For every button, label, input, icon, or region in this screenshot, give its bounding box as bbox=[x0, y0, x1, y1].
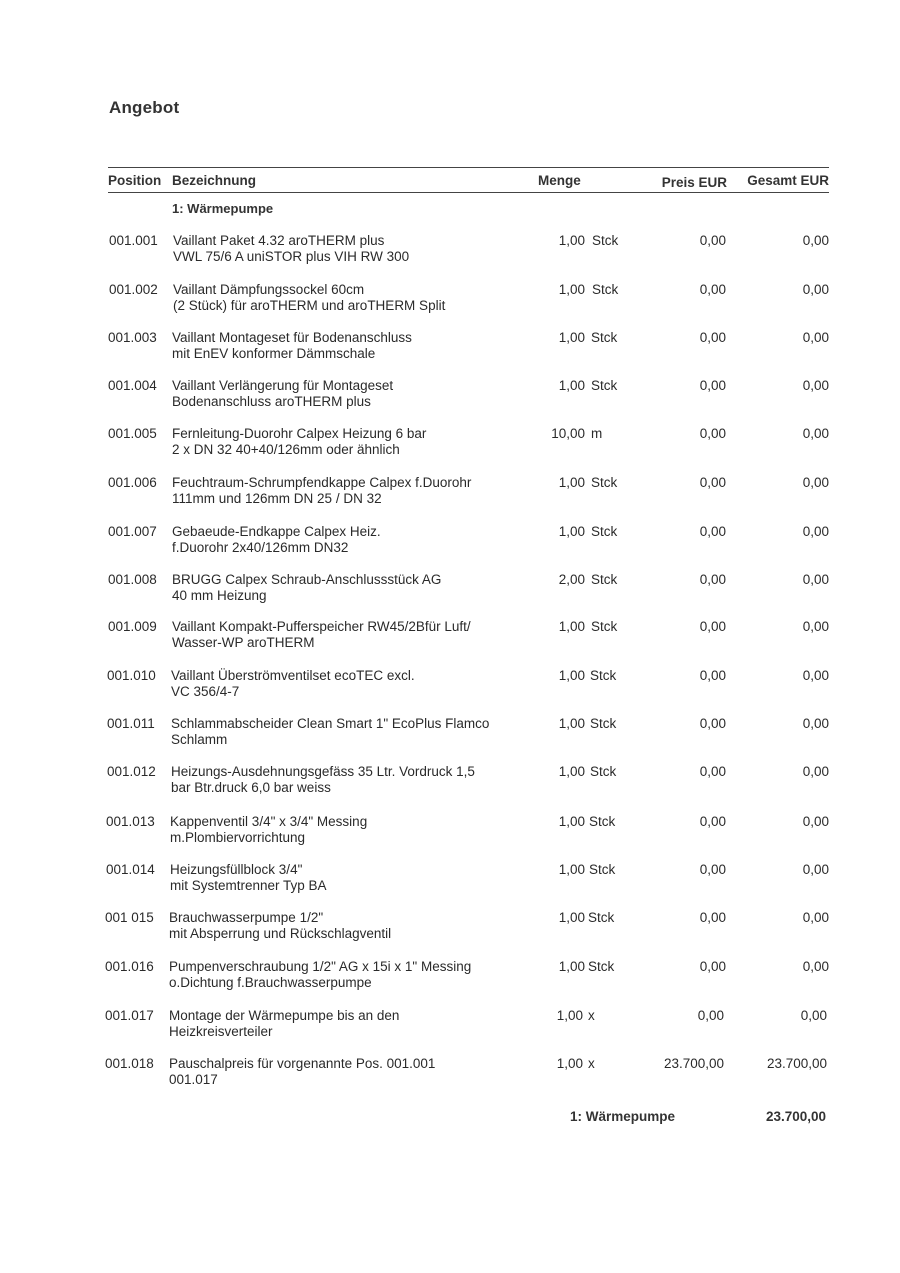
row-price: 0,00 bbox=[699, 814, 726, 829]
row-description bbox=[169, 1056, 539, 1088]
row-unit: Stck bbox=[591, 619, 618, 634]
row-price: 0,00 bbox=[699, 910, 726, 925]
row-total: 0,00 bbox=[802, 378, 829, 393]
row-unit: Stck bbox=[589, 814, 616, 829]
table-row bbox=[108, 524, 829, 558]
row-unit: Stck bbox=[590, 764, 617, 779]
row-description-line2: Schlamm bbox=[171, 732, 228, 747]
row-quantity: 1,00 bbox=[558, 814, 585, 829]
row-position: 001.018 bbox=[105, 1056, 154, 1071]
row-description-line2: Wasser-WP aroTHERM bbox=[172, 635, 315, 650]
row-position: 001.003 bbox=[108, 330, 157, 345]
table-row bbox=[108, 475, 829, 509]
row-total: 0,00 bbox=[802, 910, 829, 925]
row-position: 001.017 bbox=[105, 1008, 154, 1023]
row-total: 0,00 bbox=[802, 524, 829, 539]
row-total: 23.700,00 bbox=[766, 1056, 827, 1071]
row-total: 0,00 bbox=[802, 282, 829, 297]
row-description bbox=[172, 378, 542, 410]
row-position: 001.007 bbox=[108, 524, 157, 539]
header-position: Position bbox=[108, 173, 162, 188]
row-price: 0,00 bbox=[699, 619, 726, 634]
row-position: 001.016 bbox=[105, 959, 154, 974]
table-row bbox=[106, 862, 829, 896]
row-description-line1: Pumpenverschraubung 1/2" AG x 15i x 1" Messing bbox=[169, 959, 472, 974]
row-description bbox=[170, 814, 540, 846]
row-quantity: 1,00 bbox=[558, 668, 585, 683]
row-total: 0,00 bbox=[802, 426, 829, 441]
row-position: 001.012 bbox=[107, 764, 156, 779]
row-quantity: 1,00 bbox=[556, 1008, 583, 1023]
row-description bbox=[172, 475, 542, 507]
row-total: 0,00 bbox=[802, 814, 829, 829]
row-price: 0,00 bbox=[697, 1008, 724, 1023]
table-row bbox=[109, 233, 829, 267]
table-row bbox=[108, 426, 829, 460]
row-position: 001.011 bbox=[107, 716, 155, 731]
row-description bbox=[171, 764, 541, 796]
row-total: 0,00 bbox=[802, 764, 829, 779]
row-position: 001.006 bbox=[108, 475, 157, 490]
row-price: 0,00 bbox=[699, 668, 726, 683]
row-description-line2: 2 x DN 32 40+40/126mm oder ähnlich bbox=[172, 442, 400, 457]
row-unit: Stck bbox=[591, 475, 618, 490]
row-description bbox=[169, 910, 539, 942]
row-description-line2: Heizkreisverteiler bbox=[169, 1024, 273, 1039]
row-quantity: 1,00 bbox=[558, 764, 585, 779]
row-quantity: 1,00 bbox=[556, 1056, 583, 1071]
row-position: 001.005 bbox=[108, 426, 157, 441]
row-price: 0,00 bbox=[699, 764, 726, 779]
row-description-line1: Kappenventil 3/4" x 3/4" Messing bbox=[170, 814, 368, 829]
table-row bbox=[108, 619, 829, 653]
row-position: 001.014 bbox=[106, 862, 155, 877]
row-description-line1: Montage der Wärmepumpe bis an den bbox=[169, 1008, 400, 1023]
row-description bbox=[172, 619, 542, 651]
page-title: Angebot bbox=[109, 98, 180, 117]
subtotal-value: 23.700,00 bbox=[765, 1109, 826, 1124]
row-description-line1: Heizungsfüllblock 3/4" bbox=[170, 862, 303, 877]
row-quantity: 1,00 bbox=[558, 862, 585, 877]
row-description bbox=[172, 572, 542, 604]
row-description-line1: Gebaeude-Endkappe Calpex Heiz. bbox=[172, 524, 381, 539]
row-description bbox=[170, 862, 540, 894]
row-total: 0,00 bbox=[802, 233, 829, 248]
row-description-line2: f.Duorohr 2x40/126mm DN32 bbox=[172, 540, 349, 555]
row-description bbox=[171, 716, 541, 748]
row-description-line1: Vaillant Montageset für Bodenanschluss bbox=[172, 330, 412, 345]
row-description-line1: Vaillant Überströmventilset ecoTEC excl. bbox=[171, 668, 415, 683]
row-description-line2: m.Plombiervorrichtung bbox=[170, 830, 306, 845]
row-price: 0,00 bbox=[699, 330, 726, 345]
row-unit: Stck bbox=[592, 282, 619, 297]
table-row bbox=[107, 716, 829, 750]
table-row bbox=[108, 572, 829, 606]
row-description-line2: o.Dichtung f.Brauchwasserpumpe bbox=[169, 975, 372, 990]
row-description bbox=[173, 282, 543, 314]
row-description-line2: VWL 75/6 A uniSTOR plus VIH RW 300 bbox=[173, 249, 410, 264]
row-description bbox=[171, 668, 541, 700]
row-price: 0,00 bbox=[699, 282, 726, 297]
row-position: 001.001 bbox=[109, 233, 158, 248]
table-row bbox=[106, 814, 829, 848]
row-description-line2: mit Absperrung und Rückschlagventil bbox=[169, 926, 392, 941]
row-description-line2: 111mm und 126mm DN 25 / DN 32 bbox=[172, 491, 382, 506]
row-position: 001.004 bbox=[108, 378, 157, 393]
row-quantity: 1,00 bbox=[558, 282, 585, 297]
row-position: 001.013 bbox=[106, 814, 155, 829]
row-total: 0,00 bbox=[802, 619, 829, 634]
row-quantity: 1,00 bbox=[558, 330, 585, 345]
row-total: 0,00 bbox=[802, 668, 829, 683]
table-row bbox=[107, 764, 829, 798]
row-description-line2: (2 Stück) für aroTHERM und aroTHERM Split bbox=[173, 298, 446, 313]
row-description-line2: VC 356/4-7 bbox=[171, 684, 240, 699]
header-gesamt: Gesamt EUR bbox=[747, 173, 829, 188]
row-total: 0,00 bbox=[802, 716, 829, 731]
row-quantity: 1,00 bbox=[558, 524, 585, 539]
table-row bbox=[105, 1008, 827, 1042]
row-description-line1: Vaillant Kompakt-Pufferspeicher RW45/2Bfür Luft/ bbox=[172, 619, 471, 634]
row-price: 0,00 bbox=[699, 716, 726, 731]
row-position: 001.008 bbox=[108, 572, 157, 587]
row-description-line1: Fernleitung-Duorohr Calpex Heizung 6 bar bbox=[172, 426, 427, 441]
row-total: 0,00 bbox=[802, 572, 829, 587]
row-description-line1: Vaillant Dämpfungssockel 60cm bbox=[173, 282, 365, 297]
row-description bbox=[172, 330, 542, 362]
row-quantity: 2,00 bbox=[558, 572, 585, 587]
row-unit: Stck bbox=[592, 233, 619, 248]
row-total: 0,00 bbox=[802, 862, 829, 877]
row-unit: m bbox=[591, 426, 603, 441]
row-description-line2: mit Systemtrenner Typ BA bbox=[170, 878, 327, 893]
row-unit: Stck bbox=[590, 716, 617, 731]
row-description-line2: 001.017 bbox=[169, 1072, 218, 1087]
row-description-line2: 40 mm Heizung bbox=[172, 588, 267, 603]
row-price: 0,00 bbox=[699, 959, 726, 974]
row-description-line1: Schlammabscheider Clean Smart 1" EcoPlus Flamco bbox=[171, 716, 490, 731]
subtotal-label: 1: Wärmepumpe bbox=[570, 1109, 676, 1124]
row-unit: Stck bbox=[591, 378, 618, 393]
group-title: 1: Wärmepumpe bbox=[172, 201, 274, 216]
row-position: 001.010 bbox=[107, 668, 156, 683]
header-bezeichnung: Bezeichnung bbox=[172, 173, 257, 188]
row-description-line1: Brauchwasserpumpe 1/2" bbox=[169, 910, 324, 925]
row-quantity: 1,00 bbox=[558, 619, 585, 634]
row-unit: Stck bbox=[588, 959, 615, 974]
row-total: 0,00 bbox=[802, 330, 829, 345]
row-unit: x bbox=[588, 1056, 595, 1071]
row-price: 0,00 bbox=[699, 426, 726, 441]
row-unit: Stck bbox=[590, 668, 617, 683]
row-quantity: 1,00 bbox=[558, 716, 585, 731]
row-description bbox=[169, 959, 539, 991]
row-description-line2: bar Btr.druck 6,0 bar weiss bbox=[171, 780, 331, 795]
row-description-line1: Heizungs-Ausdehnungsgefäss 35 Ltr. Vordruck 1,5 bbox=[171, 764, 475, 779]
row-position: 001.002 bbox=[109, 282, 158, 297]
row-price: 23.700,00 bbox=[663, 1056, 724, 1071]
row-price: 0,00 bbox=[699, 572, 726, 587]
row-price: 0,00 bbox=[699, 378, 726, 393]
row-description-line2: Bodenanschluss aroTHERM plus bbox=[172, 394, 371, 409]
row-price: 0,00 bbox=[699, 233, 726, 248]
row-quantity: 1,00 bbox=[558, 959, 585, 974]
row-description bbox=[169, 1008, 539, 1040]
row-quantity: 1,00 bbox=[558, 475, 585, 490]
header-menge: Menge bbox=[538, 173, 581, 188]
row-description bbox=[173, 233, 543, 265]
row-description-line2: mit EnEV konformer Dämmschale bbox=[172, 346, 376, 361]
row-position: 001 015 bbox=[105, 910, 154, 925]
row-price: 0,00 bbox=[699, 862, 726, 877]
row-description-line1: Feuchtraum-Schrumpfendkappe Calpex f.Duorohr bbox=[172, 475, 472, 490]
row-description-line1: BRUGG Calpex Schraub-Anschlussstück AG bbox=[172, 572, 442, 587]
row-total: 0,00 bbox=[802, 959, 829, 974]
table-row bbox=[107, 668, 829, 702]
row-description bbox=[172, 524, 542, 556]
row-quantity: 1,00 bbox=[558, 910, 585, 925]
row-unit: Stck bbox=[591, 330, 618, 345]
table-row bbox=[108, 378, 829, 412]
row-quantity: 1,00 bbox=[558, 233, 585, 248]
row-quantity: 10,00 bbox=[551, 426, 585, 441]
row-price: 0,00 bbox=[699, 475, 726, 490]
row-unit: Stck bbox=[591, 572, 618, 587]
row-description-line1: Vaillant Paket 4.32 aroTHERM plus bbox=[173, 233, 385, 248]
row-total: 0,00 bbox=[800, 1008, 827, 1023]
row-description-line1: Pauschalpreis für vorgenannte Pos. 001.001 bbox=[169, 1056, 436, 1071]
table-row bbox=[105, 910, 829, 944]
table-row bbox=[109, 282, 829, 316]
row-unit: Stck bbox=[589, 862, 616, 877]
row-description-line1: Vaillant Verlängerung für Montageset bbox=[172, 378, 394, 393]
row-unit: Stck bbox=[588, 910, 615, 925]
row-description bbox=[172, 426, 542, 458]
row-price: 0,00 bbox=[699, 524, 726, 539]
row-total: 0,00 bbox=[802, 475, 829, 490]
row-unit: x bbox=[588, 1008, 595, 1023]
row-quantity: 1,00 bbox=[558, 378, 585, 393]
table-row bbox=[105, 959, 829, 993]
table-row bbox=[105, 1056, 827, 1090]
row-position: 001.009 bbox=[108, 619, 157, 634]
table-row bbox=[108, 330, 829, 364]
row-unit: Stck bbox=[591, 524, 618, 539]
header-preis: Preis EUR bbox=[661, 175, 727, 190]
